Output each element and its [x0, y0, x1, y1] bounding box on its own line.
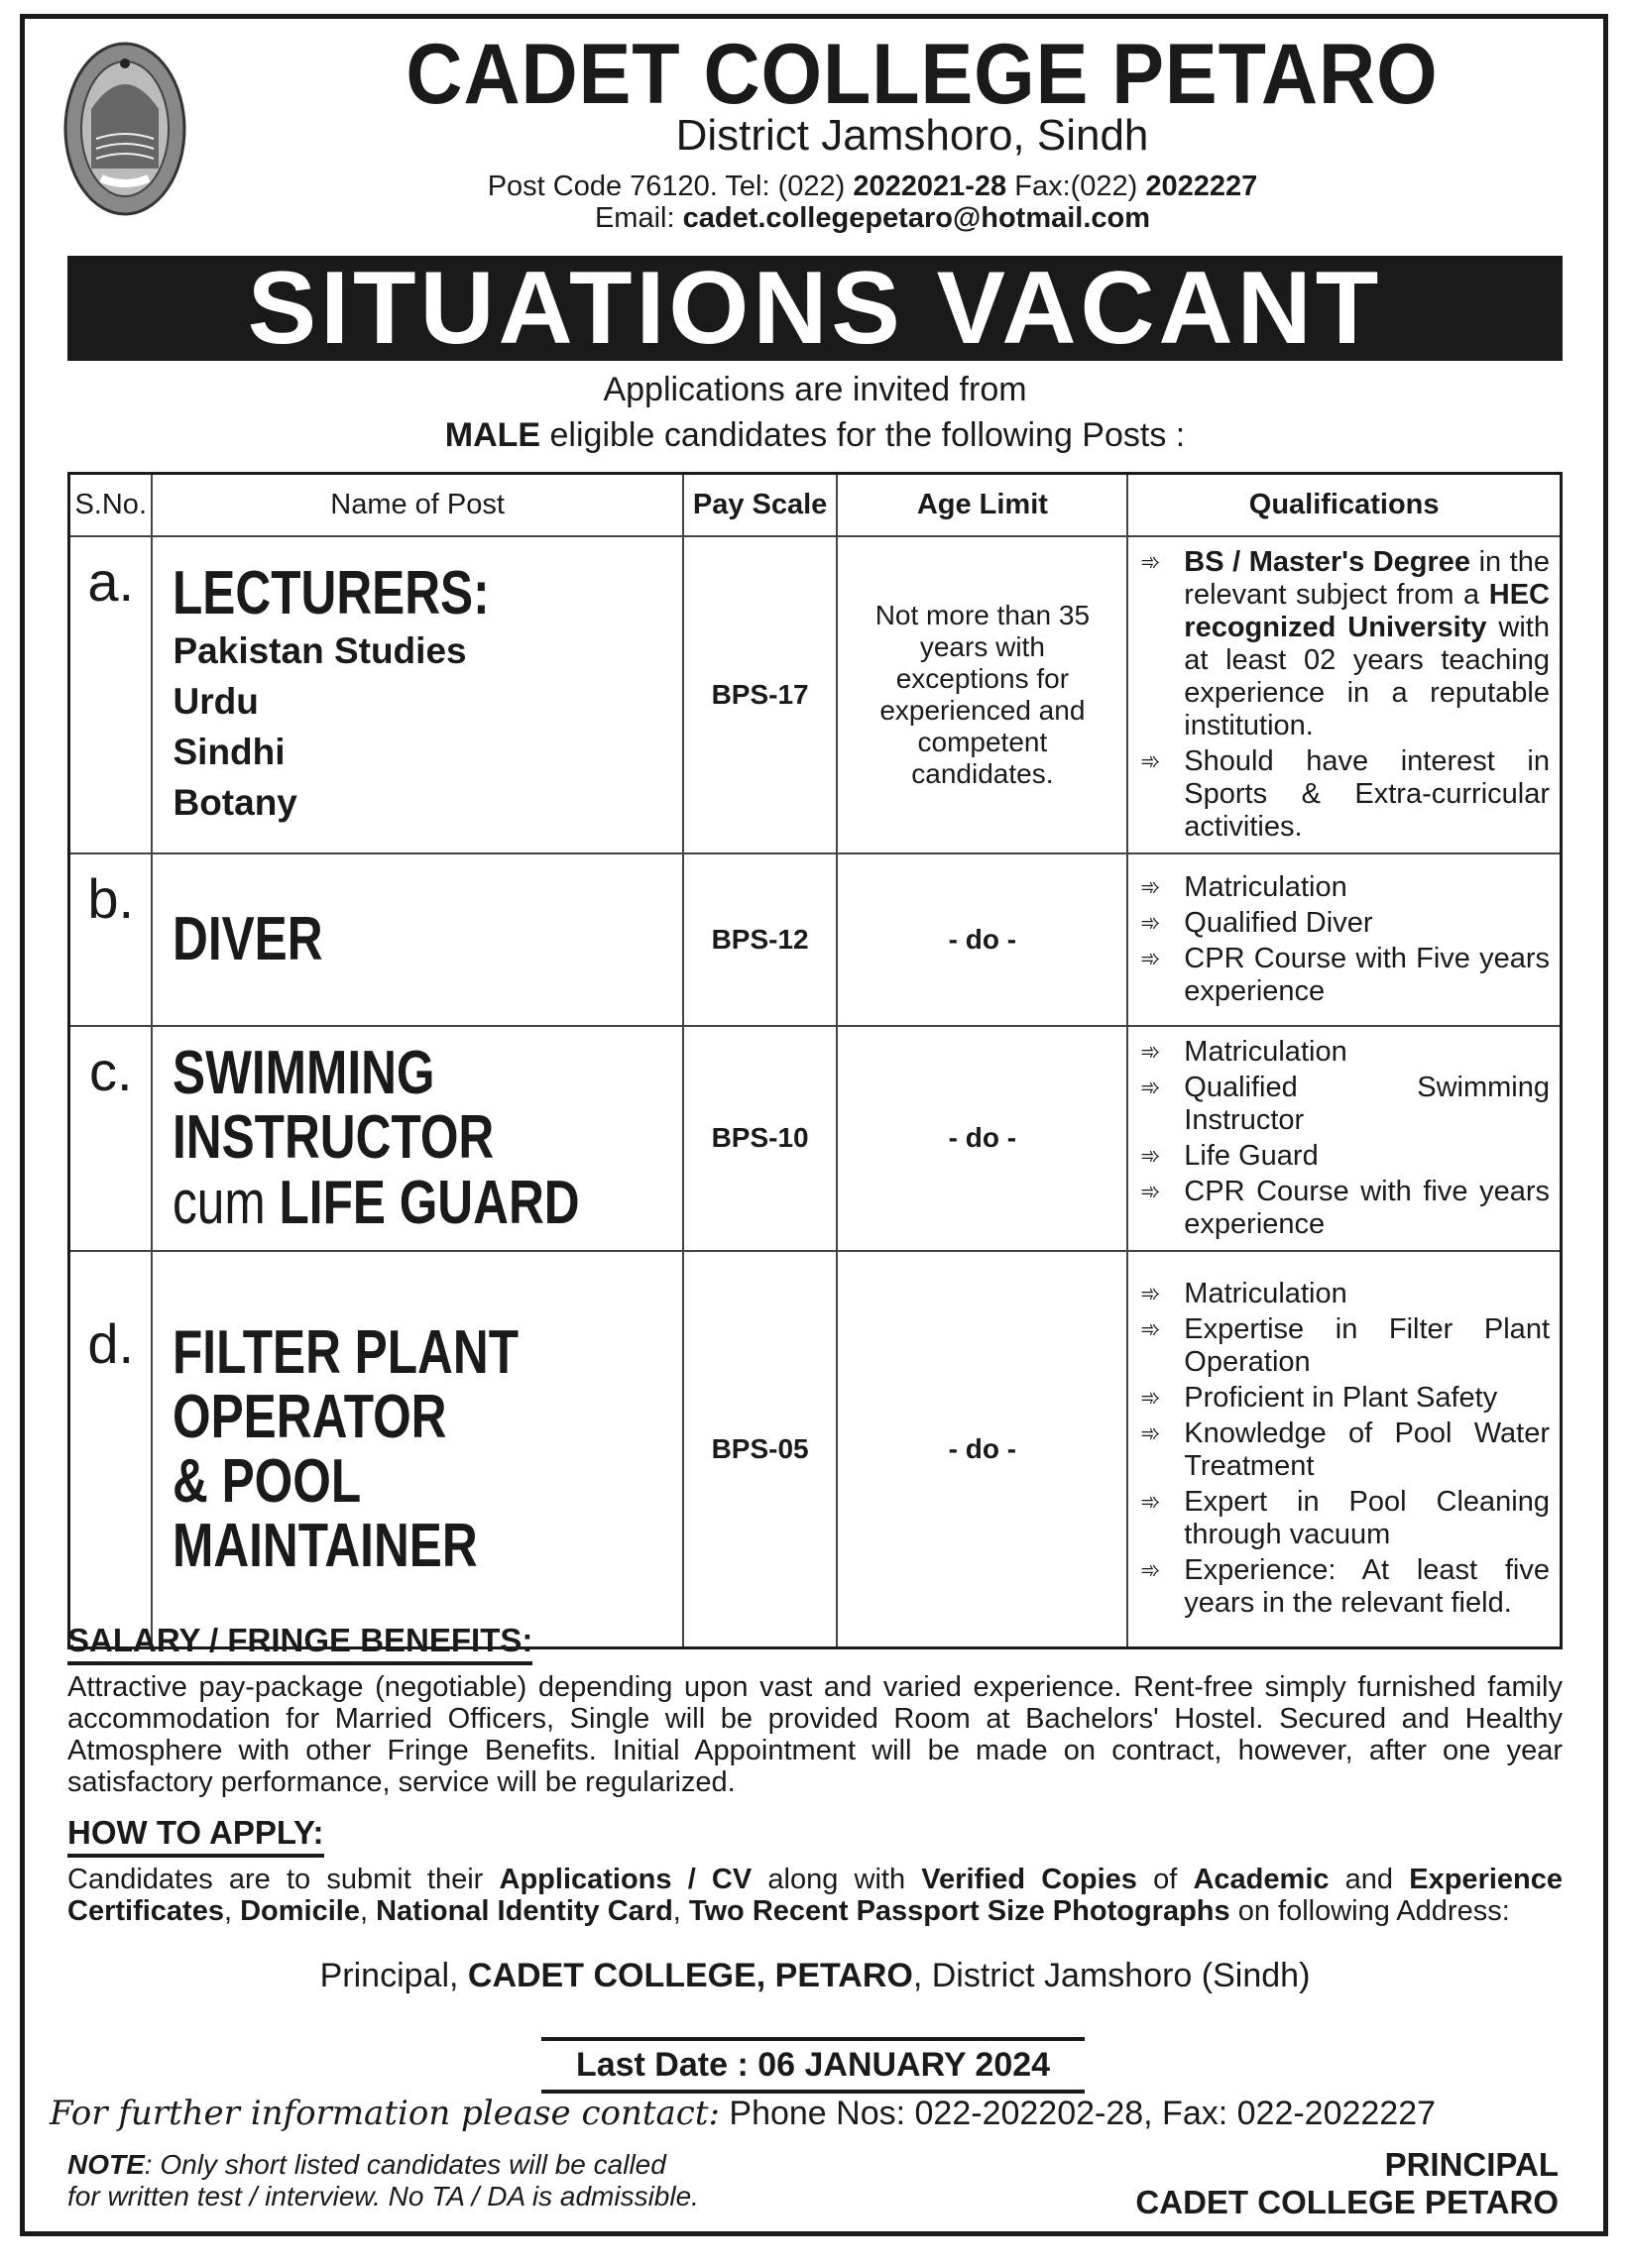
further-contacts: Phone Nos: 022-202202-28, Fax: 022-2022227	[719, 2095, 1437, 2132]
pay-scale: BPS-12	[683, 853, 838, 1026]
note-label: NOTE	[67, 2149, 145, 2180]
pointing-hand-icon: ➾	[1140, 1281, 1161, 1308]
qualifications	[1127, 1026, 1561, 1251]
apply-t: Candidates are to submit their	[67, 1864, 500, 1895]
invite-line-1: Applications are invited from	[603, 371, 1027, 408]
table-row	[69, 853, 1562, 1026]
apply-b: Experience Certificates	[67, 1864, 1564, 1927]
pay-scale: BPS-05	[683, 1251, 838, 1648]
post-title: DIVER	[173, 904, 324, 973]
qual-bold: HEC recognized University	[1184, 578, 1550, 643]
pointing-hand-icon: ➾	[1140, 1385, 1161, 1413]
row-sno: a.	[69, 536, 153, 853]
pay-scale: BPS-10	[683, 1026, 838, 1251]
row-sno: c.	[69, 1026, 153, 1251]
subject: Botany	[173, 782, 297, 824]
qualification-item: Life Guard	[1184, 1139, 1319, 1172]
college-title: CADET COLLEGE PETARO	[406, 27, 1439, 122]
apply-t: along with	[752, 1864, 922, 1895]
qualifications	[1127, 536, 1561, 853]
mailing-address	[67, 1957, 1563, 1995]
invite-line-2: eligible candidates for the following Posts :	[540, 416, 1186, 454]
post-name	[152, 1251, 682, 1648]
apply-section	[67, 1814, 1563, 1995]
table-row	[69, 536, 1562, 853]
further-info	[50, 2094, 1596, 2133]
apply-b: Academic	[1193, 1864, 1330, 1895]
pointing-hand-icon: ➾	[1140, 1420, 1161, 1448]
apply-t: of	[1136, 1864, 1194, 1895]
subject: Urdu	[173, 681, 259, 723]
salary-text: Attractive pay-package (negotiable) depending upon vast and varied experience. Rent-free simply furnished family accommodation for Married Officers, Single will be provided Room at Bachelors' Hostel. Secured and Healthy Atmosphere with other Fringe Benefits. Initial Appointment will be made on contract, however, after one year satisfactory performance, service will be regularized.	[67, 1671, 1563, 1798]
apply-t: ,	[223, 1895, 241, 1927]
note	[67, 2149, 699, 2212]
qualification-item: Qualified Diver	[1184, 906, 1373, 939]
pointing-hand-icon: ➾	[1140, 945, 1161, 972]
apply-b: Domicile	[240, 1895, 360, 1927]
post-title-line: SWIMMING	[173, 1039, 435, 1108]
pointing-hand-icon: ➾	[1140, 1489, 1161, 1517]
note-line-2: for written test / interview. No TA / DA is admissible.	[67, 2181, 699, 2211]
qualification-item: Proficient in Plant Safety	[1184, 1382, 1498, 1415]
row-sno: d.	[69, 1251, 153, 1648]
pay-scale: BPS-17	[683, 536, 838, 853]
apply-b: National Identity Card	[376, 1895, 673, 1927]
pointing-hand-icon: ➾	[1140, 1316, 1161, 1344]
apply-heading: HOW TO APPLY:	[67, 1814, 324, 1858]
post-title-line: LIFE GUARD	[279, 1168, 581, 1237]
subject: Sindhi	[173, 732, 286, 773]
age-limit: - do -	[837, 1026, 1127, 1251]
last-date: Last Date : 06 JANUARY 2024	[541, 2037, 1085, 2094]
post-name	[152, 536, 682, 853]
table-row	[69, 1251, 1562, 1648]
signature-line-2: CADET COLLEGE PETARO	[1135, 2184, 1559, 2220]
table-row	[69, 1026, 1562, 1251]
address-part: CADET COLLEGE, PETARO	[467, 1957, 913, 1994]
apply-t: and	[1329, 1864, 1410, 1895]
pointing-hand-icon: ➾	[1140, 873, 1161, 901]
header-qual: Qualifications	[1127, 474, 1561, 536]
pointing-hand-icon: ➾	[1140, 548, 1161, 576]
qual-bold: BS / Master's Degree	[1184, 545, 1471, 578]
post-title-line: INSTRUCTOR	[173, 1103, 495, 1173]
row-sno: b.	[69, 853, 153, 1026]
post-title-line: OPERATOR	[173, 1382, 447, 1451]
qualification-item: Expert in Pool Cleaning through vacuum	[1184, 1486, 1550, 1551]
header-sno: S.No.	[69, 474, 153, 536]
qualification-item: CPR Course with five years experience	[1184, 1175, 1550, 1240]
email-link[interactable]: cadet.collegepetaro@hotmail.com	[682, 202, 1151, 234]
address-part: , District Jamshoro (Sindh)	[912, 1957, 1311, 1994]
post-title-line: MAINTAINER	[173, 1511, 479, 1580]
qualification-item: Qualified Swimming Instructor	[1184, 1071, 1550, 1136]
qualification-item: Matriculation	[1184, 870, 1347, 903]
situations-vacant-banner: SITUATIONS VACANT	[67, 256, 1563, 361]
table-header-row	[69, 474, 1562, 536]
salary-heading: SALARY / FRINGE BENEFITS:	[67, 1622, 532, 1665]
qual-text: in the relevant subject from a	[1184, 545, 1550, 611]
apply-t: on following Address:	[1229, 1895, 1510, 1927]
subject: Pakistan Studies	[173, 630, 467, 672]
qualification-item: Expertise in Filter Plant Operation	[1184, 1313, 1550, 1379]
tel-number: 2022021-28	[853, 170, 1007, 202]
signature-block	[1135, 2146, 1559, 2221]
pointing-hand-icon: ➾	[1140, 1142, 1161, 1170]
college-crest-logo	[61, 40, 188, 218]
pointing-hand-icon: ➾	[1140, 1038, 1161, 1066]
age-limit: Not more than 35 years with exceptions for experienced and competent candidates.	[837, 536, 1127, 853]
qualification-item: Experience: At least five years in the relevant field.	[1184, 1554, 1550, 1620]
qualification-item: Knowledge of Pool Water Treatment	[1184, 1418, 1550, 1483]
apply-b: Two Recent Passport Size Photographs	[688, 1895, 1230, 1927]
apply-b: Applications / CV	[499, 1864, 753, 1895]
qual-text: with at least 02 years teaching experience in a reputable institution.	[1184, 611, 1550, 741]
posts-table	[67, 472, 1563, 1649]
fax-label: Fax:(022)	[1006, 170, 1146, 202]
post-title-cum: cum	[173, 1168, 280, 1237]
district-line: District Jamshoro, Sindh	[675, 111, 1149, 160]
post-name	[152, 1026, 682, 1251]
post-title: LECTURERS:	[173, 558, 491, 627]
fax-number: 2022227	[1145, 170, 1258, 202]
header-age: Age Limit	[837, 474, 1127, 536]
pointing-hand-icon: ➾	[1140, 909, 1161, 937]
apply-text	[67, 1864, 1563, 1927]
further-label: For further information please contact:	[50, 2094, 720, 2133]
header-name: Name of Post	[152, 474, 682, 536]
post-name	[152, 853, 682, 1026]
invite-male: MALE	[444, 416, 541, 454]
post-title-line: & POOL	[173, 1446, 362, 1516]
pointing-hand-icon: ➾	[1140, 1074, 1161, 1101]
address-part: Principal,	[319, 1957, 468, 1994]
qualification-item: Matriculation	[1184, 1035, 1347, 1068]
age-limit: - do -	[837, 853, 1127, 1026]
qualification-item: Matriculation	[1184, 1278, 1347, 1310]
qualification-item	[1184, 546, 1550, 742]
header-pay: Pay Scale	[683, 474, 838, 536]
signature-line-1: PRINCIPAL	[1384, 2146, 1559, 2183]
salary-section	[67, 1622, 1563, 1798]
note-text: : Only short listed candidates will be called	[144, 2149, 666, 2180]
pointing-hand-icon: ➾	[1140, 1557, 1161, 1585]
contact-info	[377, 170, 1368, 234]
qualifications	[1127, 853, 1561, 1026]
age-limit: - do -	[837, 1251, 1127, 1648]
email-label: Email:	[594, 202, 683, 234]
apply-t: ,	[359, 1895, 377, 1927]
qualification-item: Should have interest in Sports & Extra-curricular activities.	[1184, 744, 1550, 843]
qualification-item: CPR Course with Five years experience	[1184, 942, 1550, 1007]
pointing-hand-icon: ➾	[1140, 747, 1161, 775]
apply-t: ,	[672, 1895, 689, 1927]
pointing-hand-icon: ➾	[1140, 1178, 1161, 1205]
apply-b: Verified Copies	[921, 1864, 1137, 1895]
post-title-line: FILTER PLANT	[173, 1317, 520, 1387]
qualifications	[1127, 1251, 1561, 1648]
contact-prefix: Post Code 76120. Tel: (022)	[487, 170, 854, 202]
invitation-text	[67, 367, 1563, 458]
